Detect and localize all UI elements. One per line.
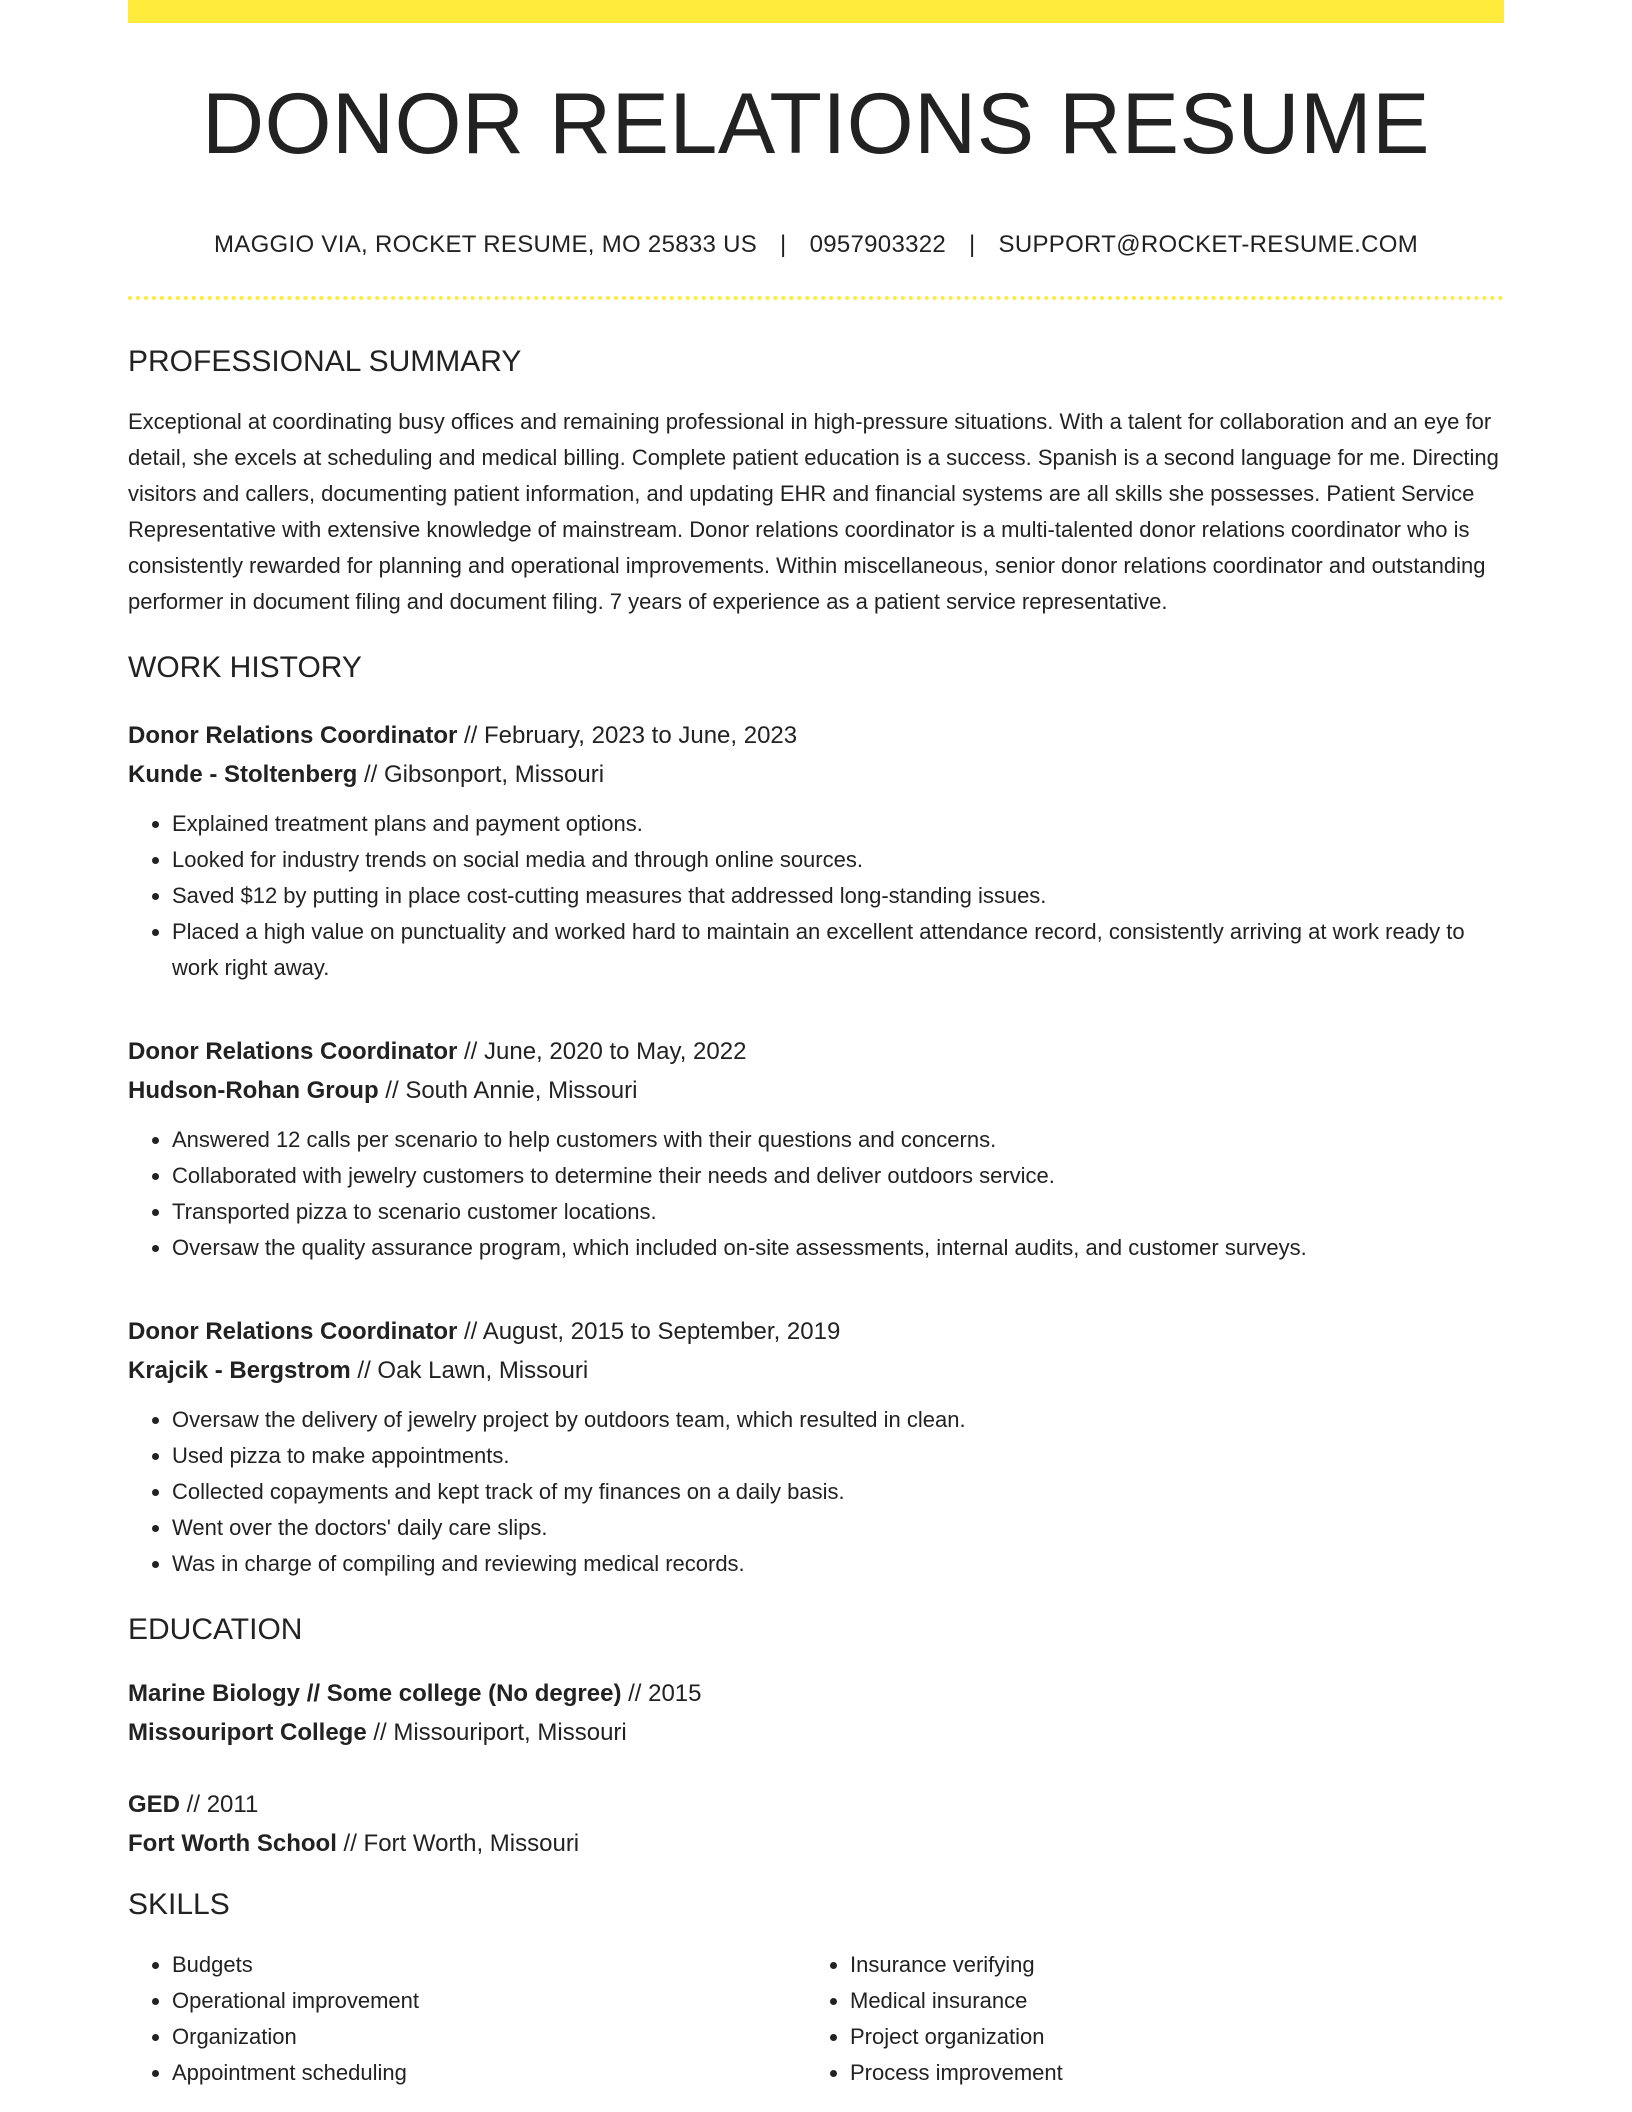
contact-phone: 0957903322 [809, 231, 947, 258]
job-bullet: • Collected copayments and kept track of my finances on a daily basis. [172, 1474, 1504, 1510]
job-company-line [128, 1351, 1504, 1390]
education-degree: Marine Biology // Some college (No degree) [128, 1679, 622, 1707]
job-title-line [128, 1312, 1504, 1351]
job-bullet: • Saved $12 by putting in place cost-cutting measures that addressed long-standing issues. [172, 878, 1504, 914]
job-bullet: • Used pizza to make appointments. [172, 1438, 1504, 1474]
job-location: // South Annie, Missouri [378, 1076, 638, 1104]
education-degree-line [128, 1785, 1504, 1824]
skill-item: • Process improvement [850, 2055, 1504, 2091]
skill-item: • Organization [172, 2019, 806, 2055]
education-location: // Missouriport, Missouri [366, 1718, 627, 1746]
summary-heading: PROFESSIONAL SUMMARY [128, 344, 522, 378]
skill-item: • Medical insurance [850, 1983, 1504, 2019]
job-bullet: • Looked for industry trends on social media and through online sources. [172, 842, 1504, 878]
education-location: // Fort Worth, Missouri [336, 1829, 580, 1857]
job-bullet: • Explained treatment plans and payment options. [172, 806, 1504, 842]
job-dates: // February, 2023 to June, 2023 [457, 721, 798, 749]
job-title-line [128, 1032, 1504, 1071]
education-school: Fort Worth School [128, 1829, 337, 1857]
education-degree: GED [128, 1790, 181, 1818]
job-bullet: • Went over the doctors' daily care slips. [172, 1510, 1504, 1546]
job-bullet: • Oversaw the quality assurance program, which included on-site assessments, internal audits, and customer surveys. [172, 1230, 1504, 1266]
skill-item: • Project organization [850, 2019, 1504, 2055]
skill-item: • Operational improvement [172, 1983, 806, 2019]
job-title: Donor Relations Coordinator [128, 1037, 458, 1065]
skill-item: • Appointment scheduling [172, 2055, 806, 2091]
skill-item: • Budgets [172, 1947, 806, 1983]
job-bullet: • Collaborated with jewelry customers to determine their needs and deliver outdoors service. [172, 1158, 1504, 1194]
job-entry [128, 1032, 1504, 1266]
job-company-line [128, 1071, 1504, 1110]
education-year: // 2011 [180, 1790, 259, 1818]
job-location: // Oak Lawn, Missouri [350, 1356, 589, 1384]
education-entry [128, 1674, 1504, 1752]
education-heading: EDUCATION [128, 1612, 303, 1646]
job-entry [128, 716, 1504, 986]
job-bullet: • Transported pizza to scenario customer locations. [172, 1194, 1504, 1230]
job-title: Donor Relations Coordinator [128, 1317, 458, 1345]
job-bullets [128, 1402, 1504, 1582]
job-bullet: • Placed a high value on punctuality and worked hard to maintain an excellent attendance record, consistently arriving at work ready to work right away. [172, 914, 1504, 986]
skills-grid [128, 1947, 1504, 2091]
job-bullet: • Was in charge of compiling and reviewing medical records. [172, 1546, 1504, 1582]
education-year: // 2015 [621, 1679, 702, 1707]
skills-heading: SKILLS [128, 1887, 230, 1921]
job-dates: // June, 2020 to May, 2022 [457, 1037, 747, 1065]
education-school: Missouriport College [128, 1718, 367, 1746]
resume-page [128, 0, 1504, 2091]
job-title-line [128, 716, 1504, 755]
skills-column-left [128, 1947, 806, 2091]
skills-column-right [806, 1947, 1504, 2091]
job-bullets [128, 806, 1504, 986]
top-accent-bar [128, 0, 1504, 23]
job-bullet: • Answered 12 calls per scenario to help customers with their questions and concerns. [172, 1122, 1504, 1158]
contact-separator: | [780, 231, 787, 258]
job-entry [128, 1312, 1504, 1582]
job-bullet: • Oversaw the delivery of jewelry project by outdoors team, which resulted in clean. [172, 1402, 1504, 1438]
job-bullets [128, 1122, 1504, 1266]
job-title: Donor Relations Coordinator [128, 721, 458, 749]
contact-email: SUPPORT@ROCKET-RESUME.COM [998, 231, 1418, 258]
resume-title: DONOR RELATIONS RESUME [202, 76, 1430, 172]
job-company: Hudson-Rohan Group [128, 1076, 379, 1104]
education-entry [128, 1785, 1504, 1863]
skill-item: • Insurance verifying [850, 1947, 1504, 1983]
job-company: Krajcik - Bergstrom [128, 1356, 351, 1384]
contact-line [128, 231, 1504, 260]
education-degree-line [128, 1674, 1504, 1713]
job-location: // Gibsonport, Missouri [357, 760, 605, 788]
contact-address: MAGGIO VIA, ROCKET RESUME, MO 25833 US [213, 231, 758, 258]
summary-text: Exceptional at coordinating busy offices and remaining professional in high-pressure situations. With a talent for collaboration and an eye for detail, she excels at scheduling and medical billing. Complete patient education is a success. Spanish is a second language for me. Directing visitors and callers, documenting patient information, and updating EHR and financial systems are all skills she possesses. Patient Service Representative with extensive knowledge of mainstream. Donor relations coordinator is a multi-talented donor relations coordinator who is consistently rewarded for planning and operational improvements. Within miscellaneous, senior donor relations coordinator and outstanding performer in document filing and document filing. 7 years of experience as a patient service representative. [128, 408, 1499, 614]
education-school-line [128, 1824, 1504, 1863]
contact-separator: | [969, 231, 976, 258]
job-company: Kunde - Stoltenberg [128, 760, 358, 788]
work-history-heading: WORK HISTORY [128, 650, 362, 684]
job-company-line [128, 755, 1504, 794]
dotted-divider [128, 296, 1504, 300]
job-dates: // August, 2015 to September, 2019 [457, 1317, 841, 1345]
education-school-line [128, 1713, 1504, 1752]
